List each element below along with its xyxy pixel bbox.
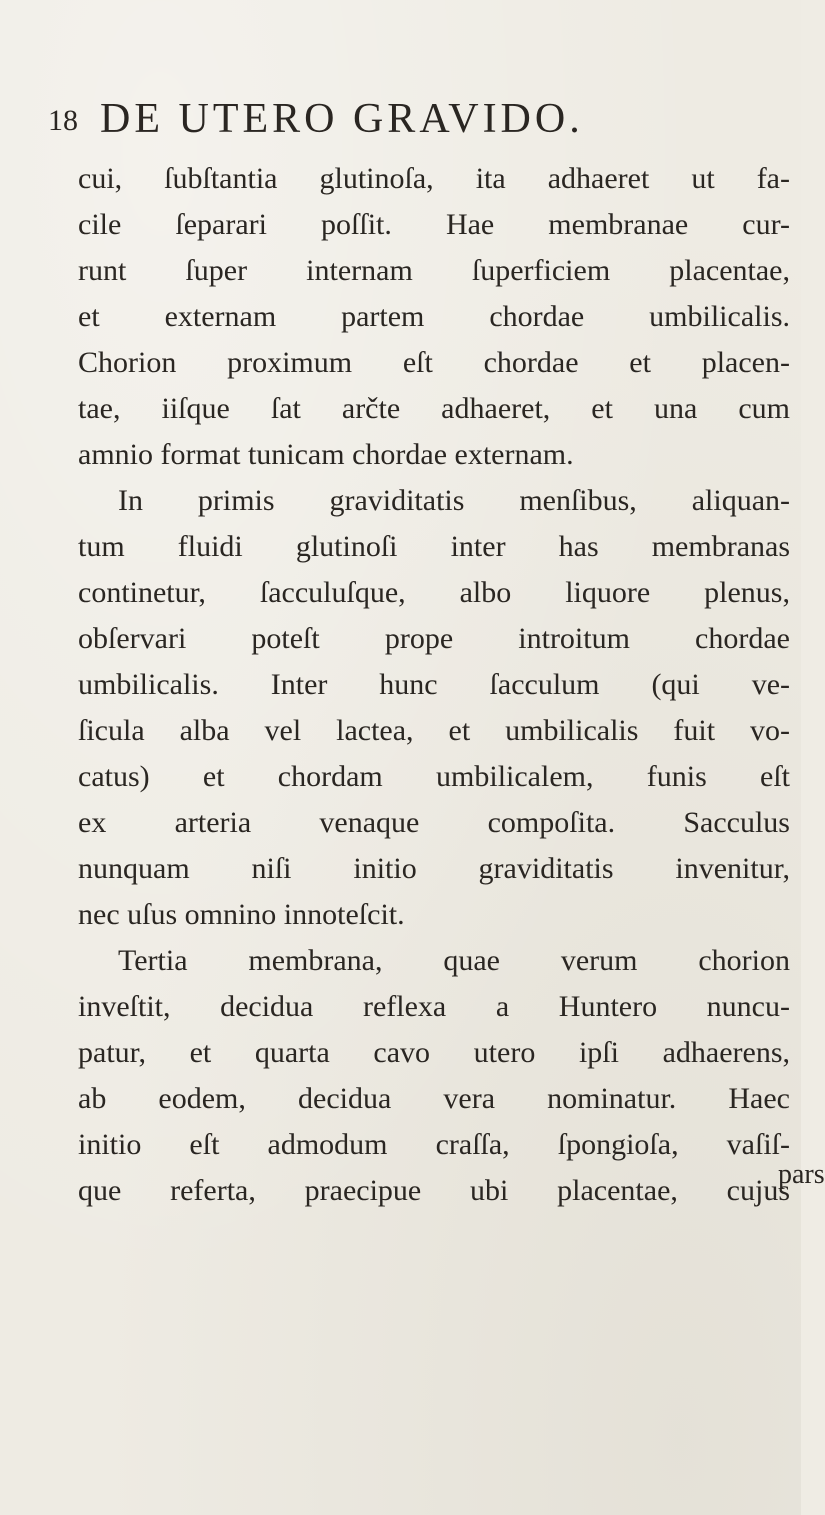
text-line: inveſtit, decidua reflexa a Huntero nuncu- (78, 990, 790, 1023)
page-header (48, 92, 688, 142)
text-line: initio eſt admodum craſſa, ſpongioſa, vaſiſ- (78, 1128, 790, 1161)
text-line: catus) et chordam umbilicalem, funis eſt (78, 760, 790, 793)
text-line: patur, et quarta cavo utero ipſi adhaerens, (78, 1036, 790, 1069)
text-line: umbilicalis. Inter hunc ſacculum (qui ve- (78, 668, 790, 701)
running-head: DE UTERO GRAVIDO. (100, 96, 584, 142)
text-line: cui, ſubſtantia glutinoſa, ita adhaeret ut fa- (78, 162, 790, 195)
text-line: nec uſus omnino innoteſcit. (78, 898, 405, 931)
text-line: obſervari poteſt prope introitum chordae (78, 622, 790, 655)
text-line: et externam partem chordae umbilicalis. (78, 300, 790, 333)
text-line: In primis graviditatis menſibus, aliquan- (118, 484, 790, 517)
body-text (78, 156, 825, 1214)
text-line: tum fluidi glutinoſi inter has membranas (78, 530, 790, 563)
catchword: pars (778, 1159, 825, 1190)
page-number: 18 (48, 104, 78, 137)
text-line: nunquam niſi initio graviditatis invenitur, (78, 852, 790, 885)
text-line: que referta, praecipue ubi placentae, cujus (78, 1174, 790, 1207)
text-line: continetur, ſacculuſque, albo liquore plenus, (78, 576, 790, 609)
text-line: cile ſeparari poſſit. Hae membranae cur- (78, 208, 790, 241)
text-line: amnio format tunicam chordae externam. (78, 438, 574, 471)
text-line: Tertia membrana, quae verum chorion (118, 944, 790, 977)
text-line: Chorion proximum eſt chordae et placen- (78, 346, 790, 379)
text-line: ſicula alba vel lactea, et umbilicalis fuit vo- (78, 714, 790, 747)
text-line: ex arteria venaque compoſita. Sacculus (78, 806, 790, 839)
text-line: ab eodem, decidua vera nominatur. Haec (78, 1082, 790, 1115)
text-line: runt ſuper internam ſuperficiem placentae, (78, 254, 790, 287)
text-line: tae, iiſque ſat arčte adhaeret, et una cum (78, 392, 790, 425)
